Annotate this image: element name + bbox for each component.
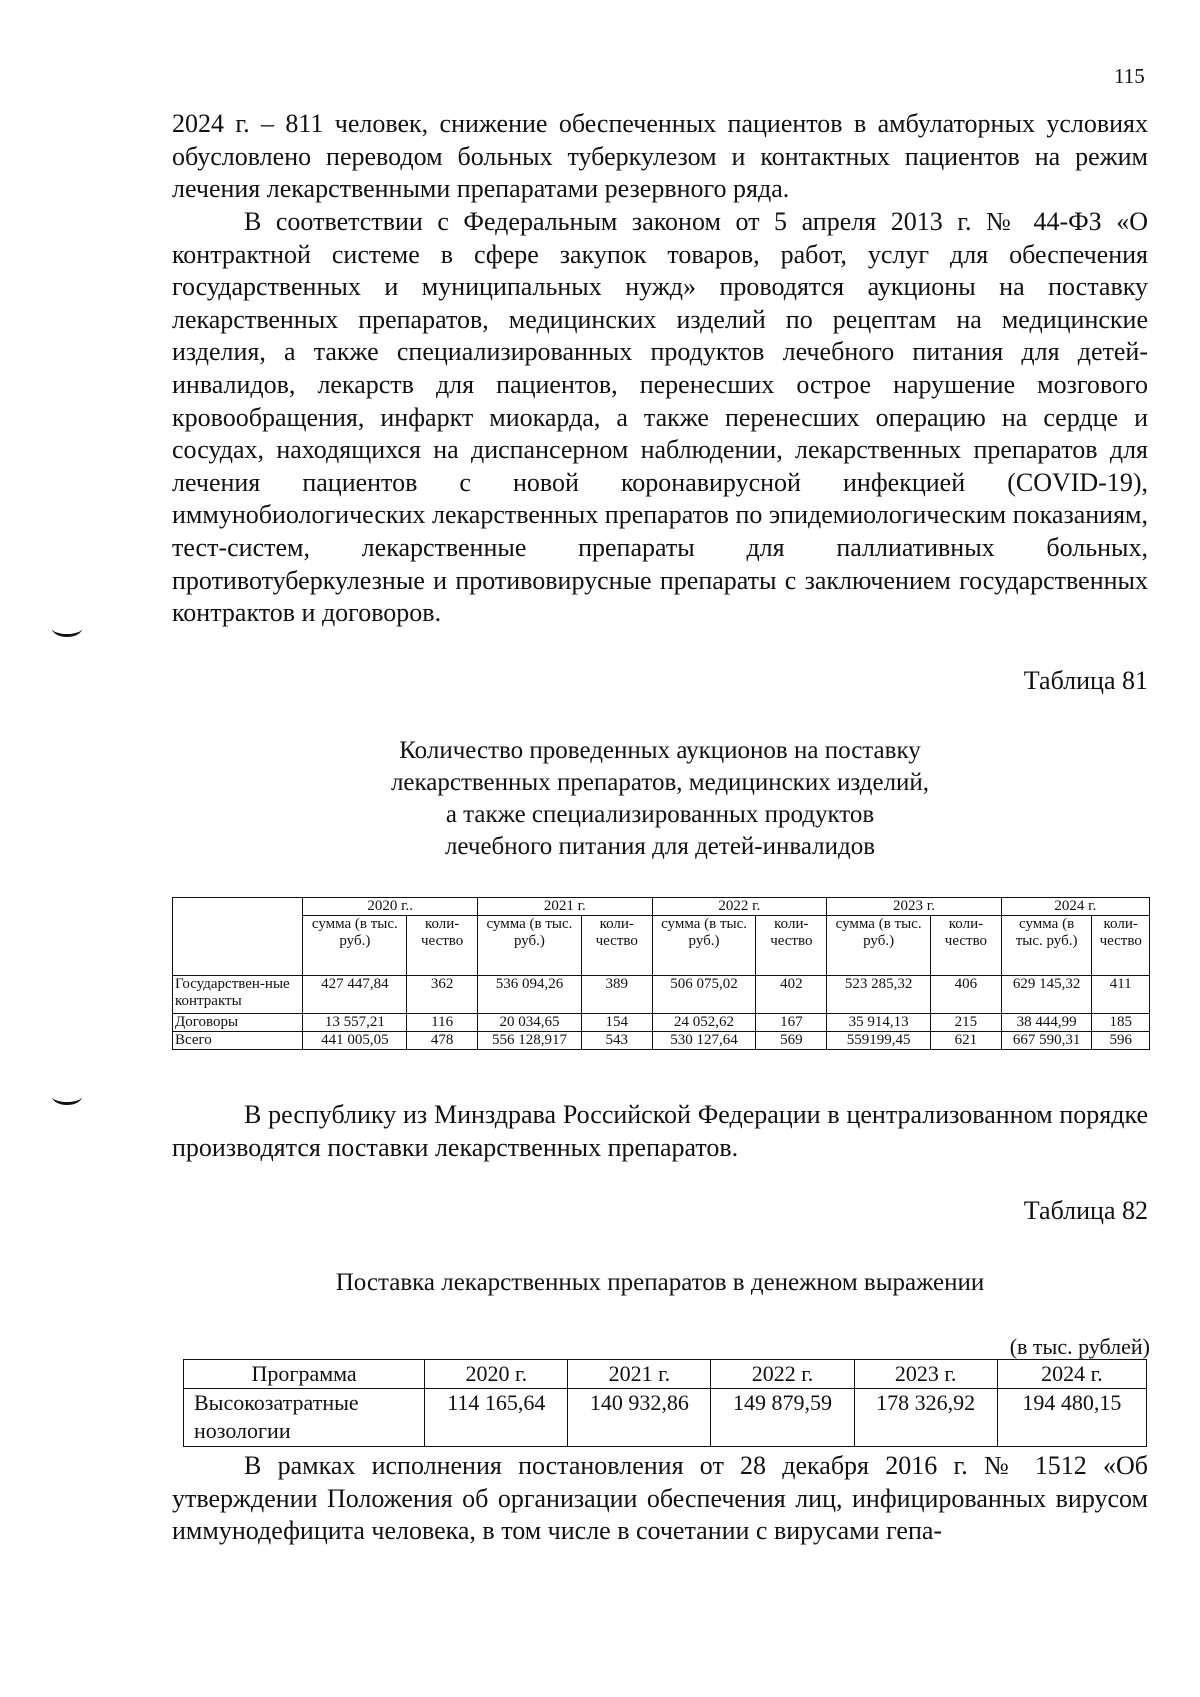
- table-row: [173, 1032, 1150, 1050]
- year-header: 2023 г.: [827, 898, 1002, 916]
- table-cell: 167: [756, 1014, 827, 1032]
- table-82-caption: Таблица 82: [1023, 1196, 1148, 1225]
- sum-header: сумма (в тыс. руб.): [303, 916, 407, 976]
- table-cell: 38 444,99: [1001, 1014, 1092, 1032]
- table-81-title-line: а также специализированных продуктов: [445, 801, 875, 828]
- table-cell: 629 145,32: [1001, 976, 1092, 1014]
- table-cell: 411: [1092, 976, 1150, 1014]
- row-label: Высокозатратные нозологии: [184, 1389, 425, 1447]
- paragraph-2: В соответствии с Федеральным законом от 5 апреля 2013 г. № 44-ФЗ «О контрактной системе в сфере закупок товаров, работ, услуг для обеспечения государственных и муниципальных нужд» проводятся аукционы на поставку лекарственных препаратов, медицинских изделий по рецептам на медицинские изделия, а также специализированных продуктов лечебного питания для детей-инвалидов, лекарств для пациентов, перенесших острое нарушение мозгового кровообращения, инфаркт миокарда, а также перенесших операцию на сердце и сосудах, находящихся на диспансерном наблюдении, лекарственных препаратов для лечения пациентов с новой коронавирусной инфекцией (COVID-19), иммунобиологических лекарственных препаратов по эпидемиологическим показаниям, тест-систем, лекарственные препараты для паллиативных больных, противотуберкулезные и противовирусные препараты с заключением государственных контрактов и договоров.: [172, 207, 1148, 628]
- table-cell: 559199,45: [827, 1032, 931, 1050]
- count-header: коли-чество: [756, 916, 827, 976]
- table-cell: 478: [407, 1032, 478, 1050]
- table-82-title: Поставка лекарственных препаратов в денежном выражении: [335, 1269, 985, 1296]
- row-label: Договоры: [173, 1014, 303, 1032]
- table-cell: 506 075,02: [652, 976, 756, 1014]
- table-81-title-line: лечебного питания для детей-инвалидов: [444, 833, 876, 860]
- table-81-caption: Таблица 81: [1023, 666, 1148, 695]
- table-cell: 543: [581, 1032, 652, 1050]
- paragraph-1: 2024 г. – 811 человек, снижение обеспеченных пациентов в амбулаторных условиях обусловлено переводом больных туберкулезом и контактных пациентов на режим лечения лекарственными препаратами резервного ряда.: [172, 109, 1148, 204]
- table-81-title-line: лекарственных препаратов, медицинских изделий,: [390, 769, 930, 796]
- table-cell: 556 128,917: [478, 1032, 582, 1050]
- table-cell: 116: [407, 1014, 478, 1032]
- year-header: 2022 г.: [652, 898, 827, 916]
- table-81-title: [172, 735, 1148, 863]
- table-cell: 178 326,92: [854, 1389, 997, 1447]
- table-81-title-line: Количество проведенных аукционов на поставку: [399, 737, 921, 764]
- table-cell: 441 005,05: [303, 1032, 407, 1050]
- table-cell: 140 932,86: [568, 1389, 711, 1447]
- table-row: [173, 1014, 1150, 1032]
- column-header: Программа: [184, 1360, 425, 1389]
- table-cell: 185: [1092, 1014, 1150, 1032]
- column-header: 2021 г.: [568, 1360, 711, 1389]
- table-cell: 149 879,59: [711, 1389, 854, 1447]
- table-cell: 24 052,62: [652, 1014, 756, 1032]
- table-cell: 523 285,32: [827, 976, 931, 1014]
- table-row: [173, 916, 1150, 976]
- table-row: [173, 898, 1150, 916]
- column-header: 2023 г.: [854, 1360, 997, 1389]
- margin-mark: [52, 620, 82, 637]
- column-header: 2024 г.: [997, 1360, 1146, 1389]
- table-row: [184, 1389, 1147, 1447]
- table-cell: 596: [1092, 1032, 1150, 1050]
- table-row: [173, 976, 1150, 1014]
- table-cell: 215: [931, 1014, 1002, 1032]
- table-cell: 154: [581, 1014, 652, 1032]
- table-cell: 20 034,65: [478, 1014, 582, 1032]
- table-cell: 194 480,15: [997, 1389, 1146, 1447]
- table-81: [172, 897, 1150, 1050]
- table-cell: 427 447,84: [303, 976, 407, 1014]
- sum-header: сумма (в тыс. руб.): [1001, 916, 1092, 976]
- table-cell: 530 127,64: [652, 1032, 756, 1050]
- sum-header: сумма (в тыс. руб.): [652, 916, 756, 976]
- table-cell: 114 165,64: [425, 1389, 568, 1447]
- count-header: коли-чество: [1092, 916, 1150, 976]
- paragraph-4: В рамках исполнения постановления от 28 декабря 2016 г. № 1512 «Об утверждении Положения об организации обеспечения лиц, инфицированных вирусом иммунодефицита человека, в том числе в сочетании с вирусами гепа-: [172, 1451, 1148, 1546]
- count-header: коли-чество: [407, 916, 478, 976]
- table-cell: 402: [756, 976, 827, 1014]
- year-header: 2024 г.: [1001, 898, 1149, 916]
- row-label: Всего: [173, 1032, 303, 1050]
- table-corner-cell: [173, 898, 303, 976]
- sum-header: сумма (в тыс. руб.): [478, 916, 582, 976]
- table-cell: 667 590,31: [1001, 1032, 1092, 1050]
- paragraph-3: В республику из Минздрава Российской Федерации в централизованном порядке производятся поставки лекарственных препаратов.: [172, 1100, 1148, 1162]
- table-row: [184, 1360, 1147, 1389]
- table-cell: 362: [407, 976, 478, 1014]
- table-82-units: (в тыс. рублей): [1009, 1334, 1150, 1359]
- table-cell: 536 094,26: [478, 976, 582, 1014]
- column-header: 2020 г.: [425, 1360, 568, 1389]
- year-header: 2020 г..: [303, 898, 478, 916]
- count-header: коли-чество: [931, 916, 1002, 976]
- table-cell: 569: [756, 1032, 827, 1050]
- table-cell: 13 557,21: [303, 1014, 407, 1032]
- year-header: 2021 г.: [478, 898, 653, 916]
- table-82: [183, 1359, 1147, 1447]
- table-cell: 35 914,13: [827, 1014, 931, 1032]
- column-header: 2022 г.: [711, 1360, 854, 1389]
- table-cell: 389: [581, 976, 652, 1014]
- table-cell: 406: [931, 976, 1002, 1014]
- sum-header: сумма (в тыс. руб.): [827, 916, 931, 976]
- page-number: 115: [1114, 64, 1145, 88]
- table-cell: 621: [931, 1032, 1002, 1050]
- row-label: Государствен-ные контракты: [173, 976, 303, 1014]
- count-header: коли-чество: [581, 916, 652, 976]
- margin-mark: [52, 1088, 82, 1105]
